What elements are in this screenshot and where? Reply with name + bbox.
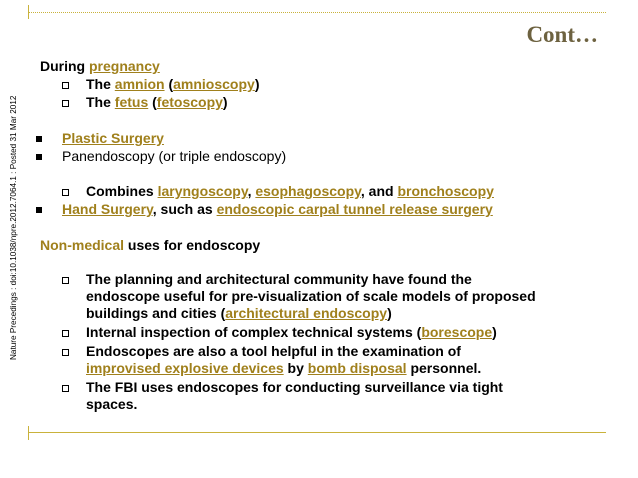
planning-line3	[86, 305, 606, 322]
list-item-combines	[40, 183, 606, 200]
bottom-divider-tick	[28, 426, 29, 440]
hollow-square-bullet-icon	[62, 330, 69, 337]
list-item-hand-surgery	[40, 201, 606, 218]
hollow-square-bullet-icon	[62, 82, 69, 89]
hand-surgery-mid: , such as	[152, 201, 217, 217]
amnion-post: )	[254, 76, 260, 92]
non-medical-heading	[40, 237, 606, 254]
bottom-divider	[28, 432, 606, 433]
list-item-planning	[40, 271, 606, 322]
esophagoscopy-link[interactable]: esophagoscopy	[255, 183, 361, 199]
list-item-panendoscopy	[40, 148, 606, 165]
hollow-square-bullet-icon	[62, 189, 69, 196]
fetus-pre: The	[86, 94, 115, 110]
explosives-line1: Endoscopes are also a tool helpful in the examination of	[86, 343, 461, 359]
fbi-line2: spaces.	[86, 396, 138, 412]
hollow-square-bullet-icon	[62, 385, 69, 392]
architectural-endoscopy-link[interactable]: architectural endoscopy	[225, 305, 388, 321]
pregnancy-intro: During	[40, 58, 89, 74]
filled-square-bullet-icon	[36, 207, 42, 213]
inspection-pre: Internal inspection of complex technical systems (	[86, 324, 422, 340]
explosives-line2	[86, 360, 606, 377]
inspection-post: )	[492, 324, 497, 340]
fbi-line1: The FBI uses endoscopes for conducting surveillance via tight	[86, 379, 503, 395]
bronchoscopy-link[interactable]: bronchoscopy	[397, 183, 494, 199]
list-item-inspection	[40, 324, 606, 341]
combines-pre: Combines	[86, 183, 158, 199]
bomb-disposal-link[interactable]: bomb disposal	[307, 360, 407, 376]
list-item-explosives	[40, 343, 606, 377]
hand-surgery-link[interactable]: Hand Surgery	[62, 201, 153, 217]
combines-sep2: , and	[360, 183, 398, 199]
top-divider-tick	[28, 5, 29, 19]
carpal-tunnel-link[interactable]: endoscopic carpal tunnel release surgery	[216, 201, 493, 217]
list-item-fetus	[40, 94, 606, 111]
planning-line2: endoscope useful for pre-visualization of scale models of proposed	[86, 288, 536, 304]
pregnancy-heading	[40, 58, 606, 75]
fetus-mid: (	[148, 94, 157, 110]
planning-line1: The planning and architectural community have found the	[86, 271, 472, 287]
list-item-fbi	[40, 379, 606, 413]
fetoscopy-link[interactable]: fetoscopy	[156, 94, 223, 110]
explosives-mid: by	[283, 360, 308, 376]
borescope-link[interactable]: borescope	[421, 324, 493, 340]
planning-line3-pre: buildings and cities (	[86, 305, 226, 321]
top-divider	[28, 12, 606, 13]
slide-content	[40, 58, 606, 413]
plastic-surgery-link[interactable]: Plastic Surgery	[62, 130, 164, 146]
amnion-link[interactable]: amnion	[114, 76, 165, 92]
amnioscopy-link[interactable]: amnioscopy	[173, 76, 255, 92]
slide-title: Cont…	[526, 22, 598, 47]
sidebar-citation: Nature Precedings : doi:10.1038/npre.2012.7064.1 : Posted 31 Mar 2012	[9, 95, 18, 360]
fetus-link[interactable]: fetus	[114, 94, 149, 110]
combines-sep1: ,	[247, 183, 256, 199]
list-item-amnion	[40, 76, 606, 93]
non-medical-rest: uses for endoscopy	[124, 237, 261, 253]
filled-square-bullet-icon	[36, 154, 42, 160]
list-item-plastic-surgery	[40, 130, 606, 147]
fetus-post: )	[222, 94, 228, 110]
pregnancy-link[interactable]: pregnancy	[89, 58, 160, 74]
non-medical-highlight: Non-medical	[40, 237, 125, 253]
panendoscopy-text: Panendoscopy (or triple endoscopy)	[62, 148, 287, 164]
ied-link[interactable]: improvised explosive devices	[86, 360, 284, 376]
amnion-pre: The	[86, 76, 115, 92]
hollow-square-bullet-icon	[62, 100, 69, 107]
amnion-mid: (	[164, 76, 174, 92]
hollow-square-bullet-icon	[62, 277, 69, 284]
planning-line3-post: )	[387, 305, 392, 321]
laryngoscopy-link[interactable]: laryngoscopy	[157, 183, 248, 199]
filled-square-bullet-icon	[36, 136, 42, 142]
explosives-post: personnel.	[406, 360, 482, 376]
hollow-square-bullet-icon	[62, 349, 69, 356]
